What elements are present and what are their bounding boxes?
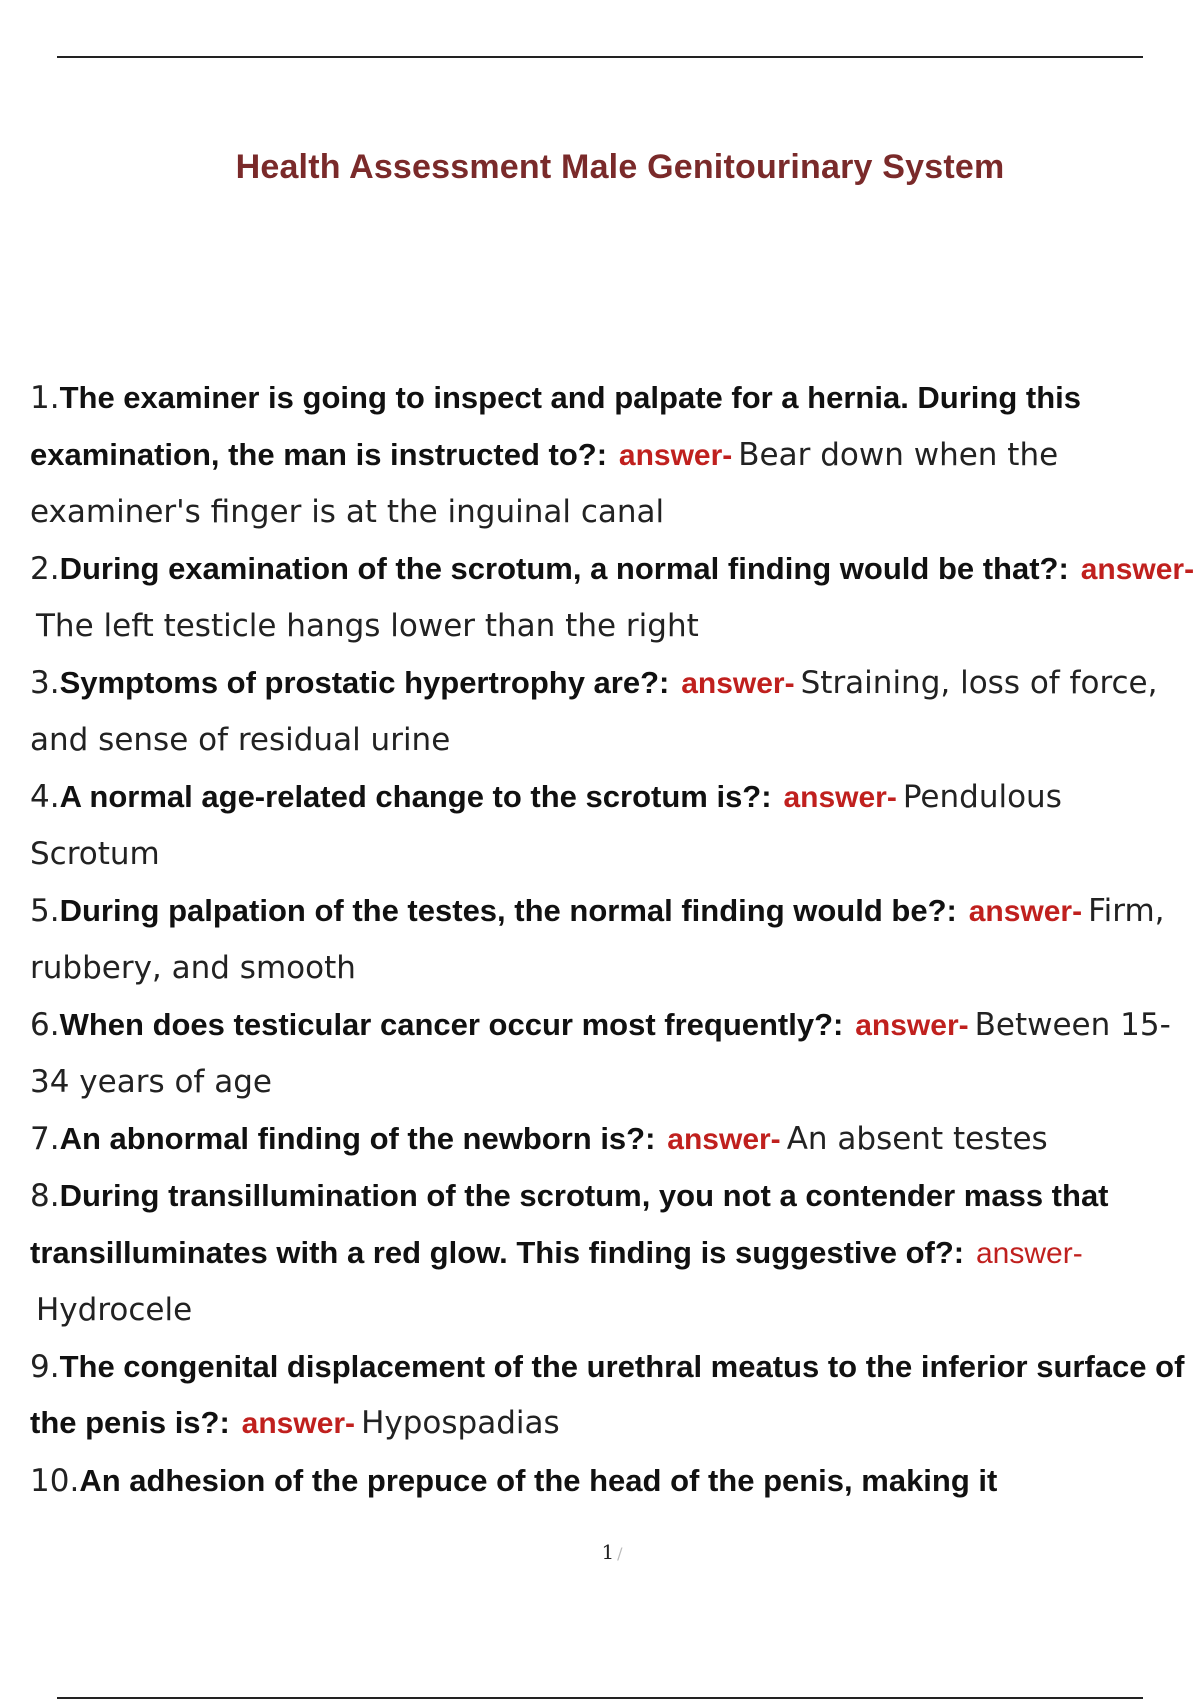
item-number: 1.: [30, 380, 60, 416]
answer-text: Between 15-34 years of age: [30, 1006, 1171, 1100]
answer-text: Straining, loss of force, and sense of residual urine: [30, 664, 1158, 758]
item-number: 3.: [30, 664, 60, 701]
answer-text: Hypospadias: [361, 1405, 560, 1441]
question-list: [30, 370, 1200, 1509]
question-text: When does testicular cancer occur most frequently?:: [59, 1006, 844, 1042]
page-separator: /: [617, 1544, 623, 1563]
question-text: During transillumination of the scrotum, you not a contender mass that transilluminates with a red glow. This finding is suggestive of?:: [30, 1178, 1109, 1270]
item-number: 4.: [30, 778, 60, 815]
qa-item-4: [30, 769, 1200, 883]
answer-text: Hydrocele: [36, 1292, 193, 1328]
question-text: An adhesion of the prepuce of the head of the penis, making it: [79, 1462, 998, 1498]
question-text: Symptoms of prostatic hypertrophy are?:: [59, 664, 670, 700]
qa-item-3: [30, 655, 1200, 769]
item-number: 8.: [30, 1178, 60, 1214]
qa-item-1: [30, 370, 1200, 541]
answer-label: answer-: [241, 1407, 356, 1440]
qa-item-5: [30, 883, 1200, 997]
item-number: 10.: [30, 1462, 80, 1499]
answer-text: Firm, rubbery, and smooth: [30, 892, 1165, 986]
top-rule: [57, 56, 1143, 58]
qa-item-6: [30, 997, 1200, 1111]
qa-item-9: [30, 1339, 1200, 1453]
page-number: [0, 1540, 1200, 1564]
answer-text: An absent testes: [786, 1120, 1048, 1157]
answer-label: answer-: [1080, 552, 1195, 586]
answer-text: Pendulous Scrotum: [30, 778, 1062, 872]
answer-label: answer-: [975, 1236, 1083, 1270]
question-text: The congenital displacement of the urethral meatus to the inferior surface of the penis is?:: [30, 1348, 1185, 1440]
question-text: A normal age-related change to the scrotum is?:: [59, 778, 772, 814]
qa-item-10: [30, 1453, 1200, 1510]
item-number: 9.: [30, 1348, 60, 1385]
answer-label: answer-: [855, 1008, 969, 1042]
answer-text: Bear down when the examiner's finger is at the inguinal canal: [30, 436, 1059, 530]
qa-item-7: [30, 1111, 1200, 1169]
qa-item-8: [30, 1168, 1200, 1339]
question-text: During palpation of the testes, the normal finding would be?:: [59, 892, 957, 928]
qa-item-2: [30, 541, 1200, 655]
page-number-value: 1: [601, 1540, 615, 1564]
item-number: 6.: [30, 1006, 60, 1043]
answer-text: The left testicle hangs lower than the right: [36, 608, 699, 644]
question-text: During examination of the scrotum, a normal finding would be that?:: [59, 550, 1069, 586]
answer-label: answer-: [618, 438, 733, 472]
question-text: The examiner is going to inspect and palpate for a hernia. During this examination, the man is instructed to?:: [30, 380, 1082, 472]
question-text: An abnormal finding of the newborn is?:: [59, 1120, 656, 1156]
item-number: 2.: [30, 550, 60, 587]
answer-label: answer-: [681, 666, 795, 700]
answer-label: answer-: [783, 780, 897, 814]
document-title: Health Assessment Male Genitourinary System: [235, 147, 1005, 186]
answer-label: answer-: [667, 1122, 781, 1156]
bottom-rule: [57, 1697, 1143, 1699]
item-number: 7.: [30, 1120, 60, 1157]
item-number: 5.: [30, 892, 60, 929]
answer-label: answer-: [968, 894, 1083, 928]
